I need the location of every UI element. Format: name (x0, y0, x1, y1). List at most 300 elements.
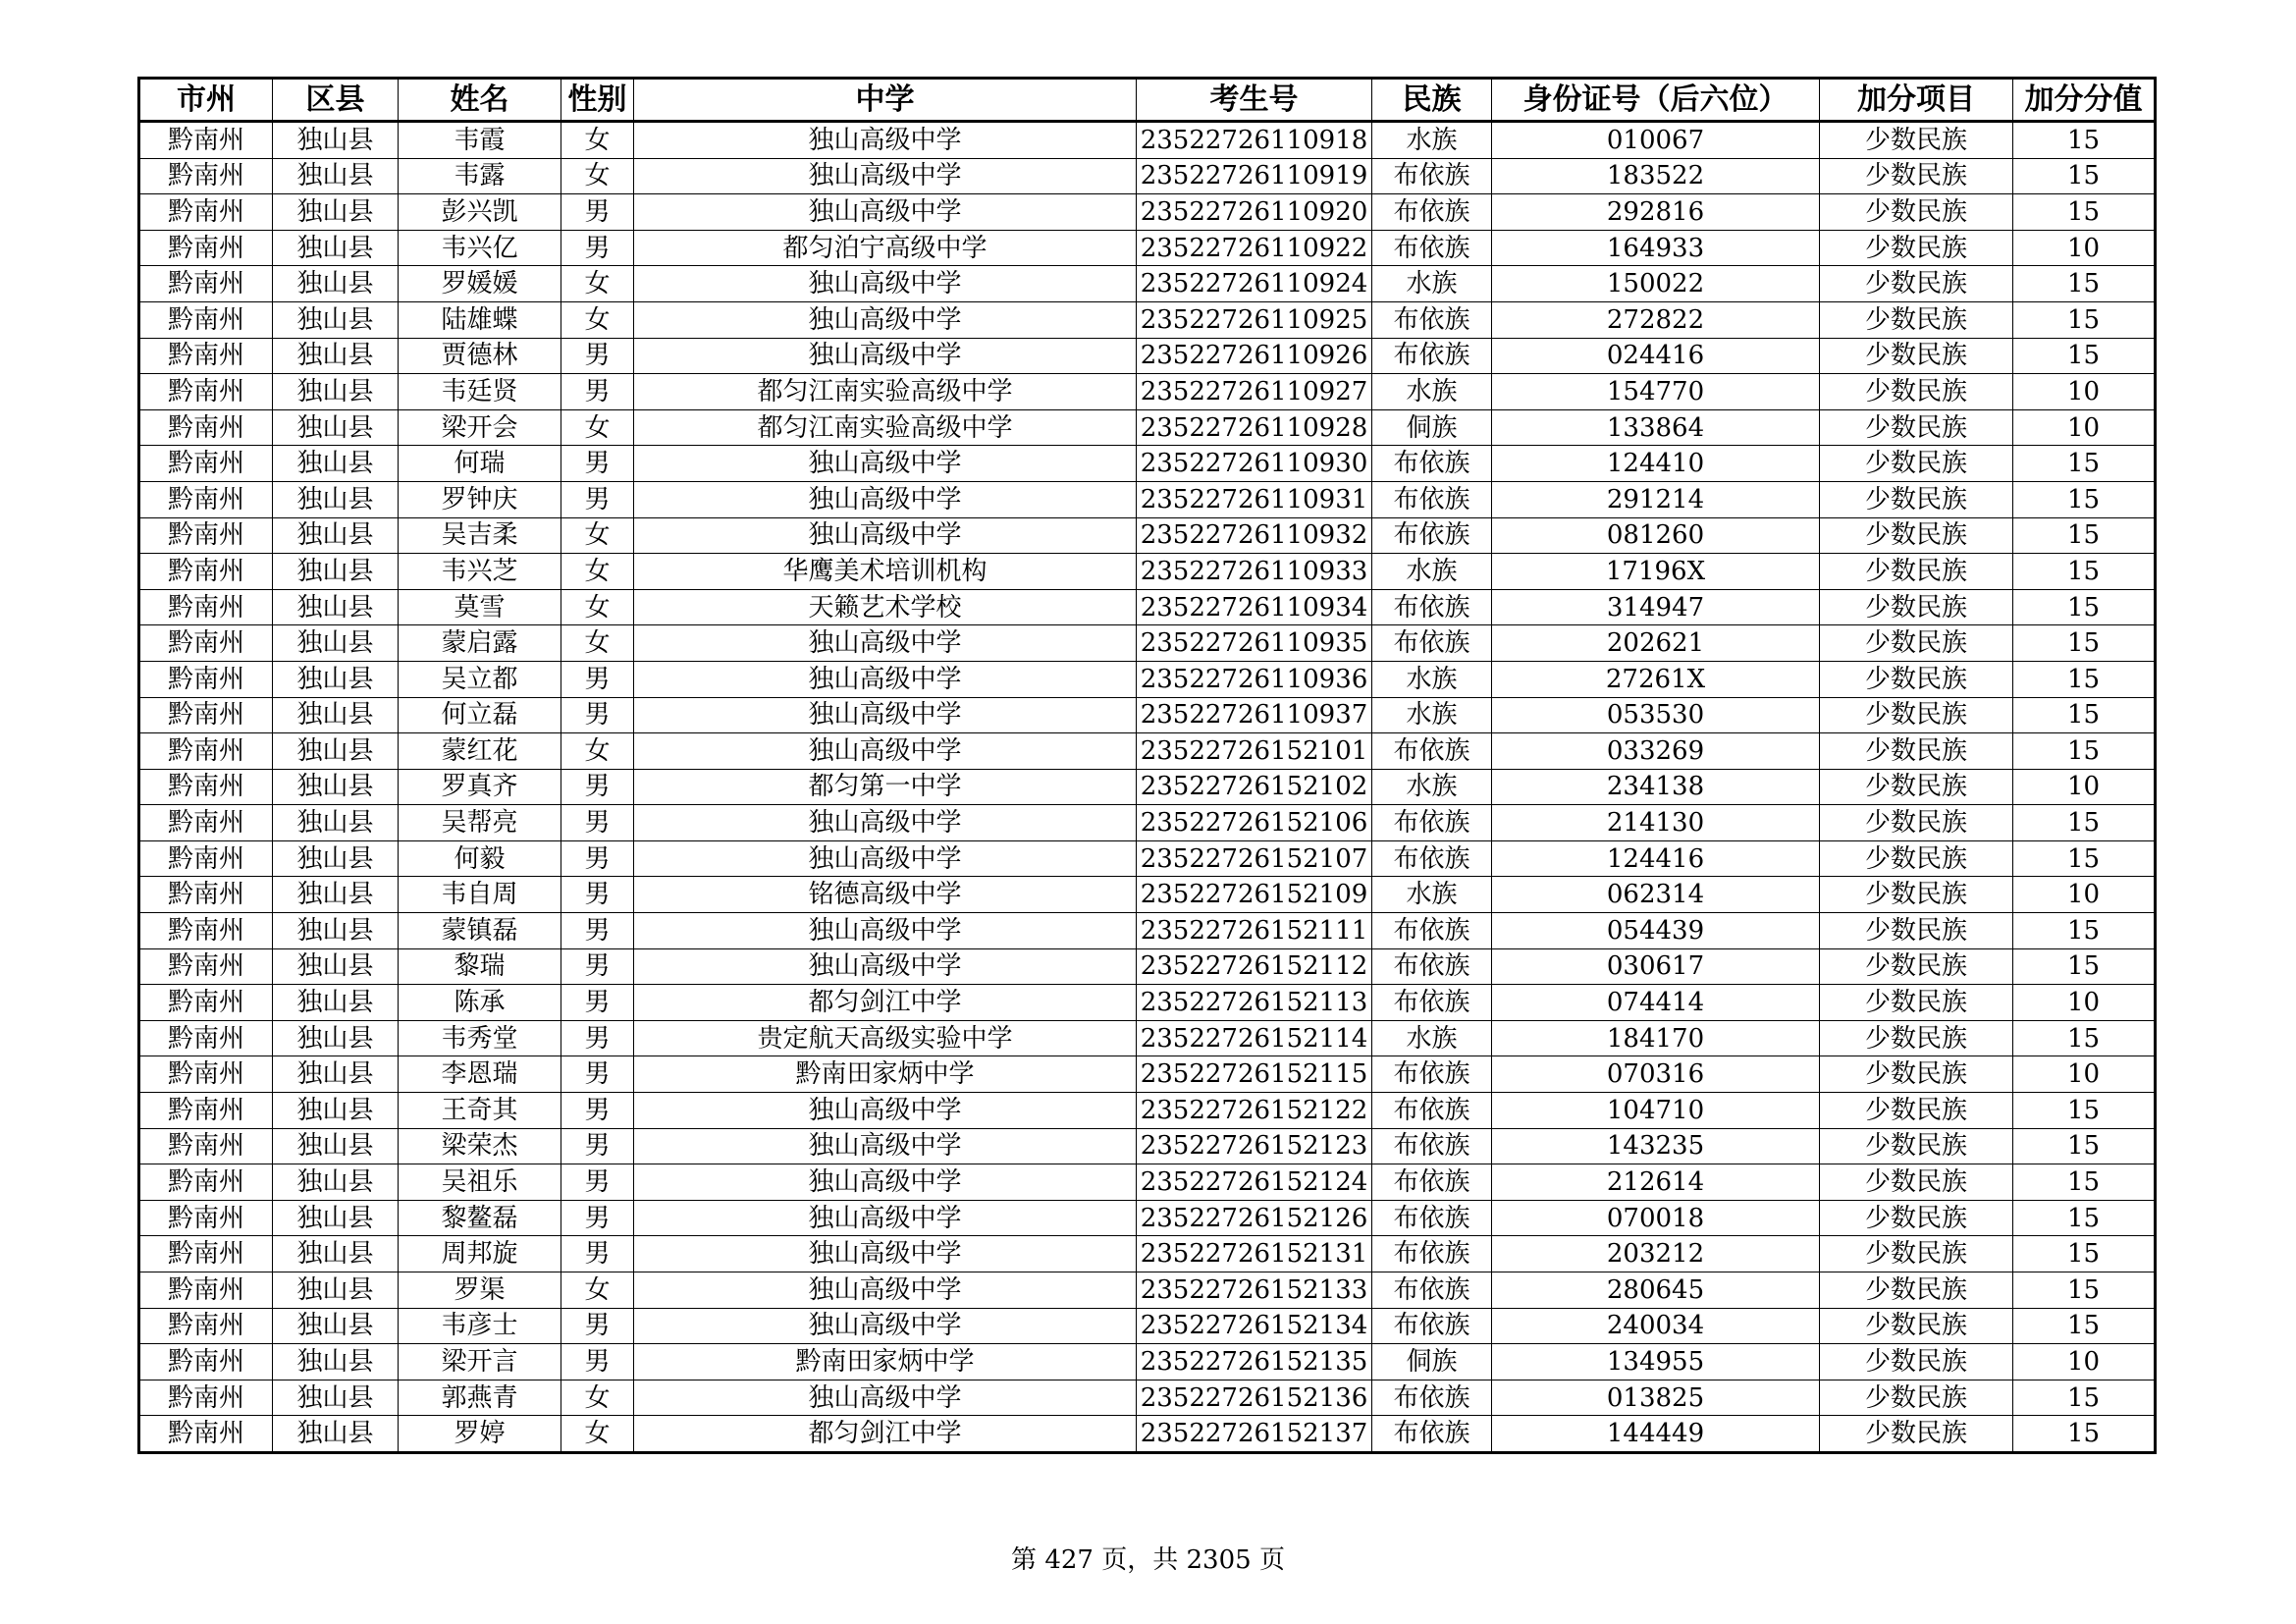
cell-name: 李恩瑞 (399, 1056, 561, 1093)
cell-county: 独山县 (273, 1236, 399, 1272)
cell-gender: 女 (561, 122, 634, 159)
cell-ethnicity: 布依族 (1372, 517, 1492, 554)
cell-bonus-value: 15 (2013, 840, 2156, 877)
cell-id-last-six: 134955 (1492, 1344, 1820, 1380)
cell-gender: 女 (561, 517, 634, 554)
cell-school: 独山高级中学 (634, 517, 1137, 554)
cell-county: 独山县 (273, 1128, 399, 1164)
cell-exam-number: 23522726152123 (1137, 1128, 1372, 1164)
cell-ethnicity: 侗族 (1372, 409, 1492, 446)
cell-city: 黔南州 (139, 805, 273, 841)
cell-bonus-value: 15 (2013, 1380, 2156, 1416)
cell-ethnicity: 布依族 (1372, 1093, 1492, 1129)
cell-bonus-value: 10 (2013, 409, 2156, 446)
cell-id-last-six: 183522 (1492, 158, 1820, 194)
cell-city: 黔南州 (139, 301, 273, 338)
table-row (139, 301, 2156, 338)
cell-bonus-item: 少数民族 (1820, 194, 2013, 231)
cell-ethnicity: 布依族 (1372, 1236, 1492, 1272)
cell-name: 韦兴芝 (399, 554, 561, 590)
cell-county: 独山县 (273, 374, 399, 410)
cell-ethnicity: 水族 (1372, 122, 1492, 159)
cell-bonus-item: 少数民族 (1820, 1020, 2013, 1056)
header-city: 市州 (139, 79, 273, 122)
cell-id-last-six: 214130 (1492, 805, 1820, 841)
cell-school: 都匀江南实验高级中学 (634, 374, 1137, 410)
cell-gender: 男 (561, 1200, 634, 1236)
cell-school: 独山高级中学 (634, 301, 1137, 338)
cell-city: 黔南州 (139, 158, 273, 194)
cell-name: 罗真齐 (399, 769, 561, 805)
cell-name: 彭兴凯 (399, 194, 561, 231)
cell-exam-number: 23522726152107 (1137, 840, 1372, 877)
cell-school: 贵定航天高级实验中学 (634, 1020, 1137, 1056)
cell-id-last-six: 212614 (1492, 1164, 1820, 1201)
cell-city: 黔南州 (139, 230, 273, 266)
cell-city: 黔南州 (139, 481, 273, 517)
cell-city: 黔南州 (139, 625, 273, 662)
cell-school: 都匀泊宁高级中学 (634, 230, 1137, 266)
cell-city: 黔南州 (139, 446, 273, 482)
cell-county: 独山县 (273, 769, 399, 805)
cell-id-last-six: 013825 (1492, 1380, 1820, 1416)
cell-name: 何毅 (399, 840, 561, 877)
cell-ethnicity: 布依族 (1372, 733, 1492, 770)
cell-bonus-item: 少数民族 (1820, 1200, 2013, 1236)
header-name: 姓名 (399, 79, 561, 122)
cell-bonus-item: 少数民族 (1820, 554, 2013, 590)
cell-bonus-item: 少数民族 (1820, 158, 2013, 194)
cell-exam-number: 23522726110932 (1137, 517, 1372, 554)
cell-city: 黔南州 (139, 409, 273, 446)
cell-ethnicity: 布依族 (1372, 230, 1492, 266)
cell-gender: 男 (561, 446, 634, 482)
table-row (139, 409, 2156, 446)
cell-bonus-value: 15 (2013, 1308, 2156, 1344)
cell-gender: 男 (561, 1093, 634, 1129)
cell-bonus-item: 少数民族 (1820, 1416, 2013, 1453)
cell-ethnicity: 布依族 (1372, 805, 1492, 841)
cell-county: 独山县 (273, 1344, 399, 1380)
cell-city: 黔南州 (139, 589, 273, 625)
cell-exam-number: 23522726110920 (1137, 194, 1372, 231)
cell-name: 吴祖乐 (399, 1164, 561, 1201)
cell-bonus-value: 15 (2013, 1093, 2156, 1129)
cell-school: 独山高级中学 (634, 1272, 1137, 1309)
cell-ethnicity: 水族 (1372, 877, 1492, 913)
cell-city: 黔南州 (139, 1416, 273, 1453)
cell-exam-number: 23522726152115 (1137, 1056, 1372, 1093)
cell-bonus-value: 15 (2013, 517, 2156, 554)
cell-name: 罗渠 (399, 1272, 561, 1309)
cell-county: 独山县 (273, 517, 399, 554)
cell-gender: 女 (561, 1380, 634, 1416)
cell-county: 独山县 (273, 1380, 399, 1416)
cell-name: 梁开会 (399, 409, 561, 446)
cell-county: 独山县 (273, 446, 399, 482)
cell-exam-number: 23522726152111 (1137, 913, 1372, 949)
cell-name: 梁荣杰 (399, 1128, 561, 1164)
cell-ethnicity: 水族 (1372, 769, 1492, 805)
cell-id-last-six: 033269 (1492, 733, 1820, 770)
cell-bonus-item: 少数民族 (1820, 840, 2013, 877)
cell-bonus-item: 少数民族 (1820, 1093, 2013, 1129)
cell-name: 韦兴亿 (399, 230, 561, 266)
cell-gender: 男 (561, 661, 634, 697)
cell-county: 独山县 (273, 948, 399, 985)
cell-id-last-six: 272822 (1492, 301, 1820, 338)
cell-name: 梁开言 (399, 1344, 561, 1380)
cell-id-last-six: 184170 (1492, 1020, 1820, 1056)
cell-id-last-six: 070018 (1492, 1200, 1820, 1236)
cell-id-last-six: 024416 (1492, 338, 1820, 374)
cell-gender: 男 (561, 697, 634, 733)
cell-exam-number: 23522726152112 (1137, 948, 1372, 985)
cell-ethnicity: 布依族 (1372, 301, 1492, 338)
cell-gender: 男 (561, 194, 634, 231)
cell-id-last-six: 280645 (1492, 1272, 1820, 1309)
cell-bonus-item: 少数民族 (1820, 1056, 2013, 1093)
cell-school: 独山高级中学 (634, 733, 1137, 770)
table-row (139, 877, 2156, 913)
cell-school: 铭德高级中学 (634, 877, 1137, 913)
cell-exam-number: 23522726110926 (1137, 338, 1372, 374)
cell-id-last-six: 234138 (1492, 769, 1820, 805)
footer-prefix: 第 (1011, 1545, 1038, 1575)
cell-bonus-item: 少数民族 (1820, 948, 2013, 985)
cell-city: 黔南州 (139, 840, 273, 877)
cell-bonus-item: 少数民族 (1820, 625, 2013, 662)
cell-gender: 女 (561, 625, 634, 662)
table-body (139, 122, 2156, 1453)
cell-county: 独山县 (273, 1200, 399, 1236)
cell-bonus-value: 10 (2013, 769, 2156, 805)
cell-bonus-item: 少数民族 (1820, 517, 2013, 554)
cell-id-last-six: 203212 (1492, 1236, 1820, 1272)
cell-county: 独山县 (273, 625, 399, 662)
cell-exam-number: 23522726110931 (1137, 481, 1372, 517)
cell-name: 吴吉柔 (399, 517, 561, 554)
table-row (139, 769, 2156, 805)
cell-name: 王奇其 (399, 1093, 561, 1129)
cell-bonus-item: 少数民族 (1820, 1128, 2013, 1164)
table-row (139, 1093, 2156, 1129)
cell-ethnicity: 布依族 (1372, 985, 1492, 1021)
cell-bonus-value: 15 (2013, 301, 2156, 338)
cell-gender: 女 (561, 589, 634, 625)
cell-school: 独山高级中学 (634, 1093, 1137, 1129)
cell-county: 独山县 (273, 338, 399, 374)
cell-id-last-six: 062314 (1492, 877, 1820, 913)
cell-exam-number: 23522726110937 (1137, 697, 1372, 733)
cell-gender: 男 (561, 913, 634, 949)
cell-id-last-six: 104710 (1492, 1093, 1820, 1129)
cell-exam-number: 23522726152113 (1137, 985, 1372, 1021)
cell-school: 独山高级中学 (634, 266, 1137, 302)
cell-gender: 男 (561, 948, 634, 985)
cell-bonus-value: 15 (2013, 1416, 2156, 1453)
table-row (139, 805, 2156, 841)
cell-school: 黔南田家炳中学 (634, 1056, 1137, 1093)
cell-id-last-six: 053530 (1492, 697, 1820, 733)
table-row (139, 230, 2156, 266)
cell-ethnicity: 布依族 (1372, 948, 1492, 985)
table-row (139, 1308, 2156, 1344)
cell-bonus-item: 少数民族 (1820, 1272, 2013, 1309)
cell-bonus-item: 少数民族 (1820, 913, 2013, 949)
cell-bonus-item: 少数民族 (1820, 661, 2013, 697)
cell-name: 罗钟庆 (399, 481, 561, 517)
cell-county: 独山县 (273, 1416, 399, 1453)
cell-bonus-value: 15 (2013, 805, 2156, 841)
header-school: 中学 (634, 79, 1137, 122)
cell-school: 独山高级中学 (634, 122, 1137, 159)
cell-name: 吴帮亮 (399, 805, 561, 841)
cell-county: 独山县 (273, 1308, 399, 1344)
cell-city: 黔南州 (139, 1308, 273, 1344)
cell-id-last-six: 124416 (1492, 840, 1820, 877)
table-row (139, 194, 2156, 231)
table-row (139, 122, 2156, 159)
table-row (139, 913, 2156, 949)
table-row (139, 158, 2156, 194)
cell-gender: 女 (561, 158, 634, 194)
footer-total-pages: 2305 (1186, 1545, 1252, 1575)
cell-city: 黔南州 (139, 122, 273, 159)
cell-county: 独山县 (273, 122, 399, 159)
table-row (139, 446, 2156, 482)
cell-school: 独山高级中学 (634, 625, 1137, 662)
cell-bonus-item: 少数民族 (1820, 446, 2013, 482)
cell-bonus-value: 15 (2013, 661, 2156, 697)
cell-bonus-item: 少数民族 (1820, 733, 2013, 770)
cell-city: 黔南州 (139, 661, 273, 697)
cell-city: 黔南州 (139, 1272, 273, 1309)
cell-city: 黔南州 (139, 1020, 273, 1056)
cell-school: 独山高级中学 (634, 1128, 1137, 1164)
table-row (139, 517, 2156, 554)
cell-county: 独山县 (273, 985, 399, 1021)
cell-bonus-item: 少数民族 (1820, 1164, 2013, 1201)
cell-bonus-value: 10 (2013, 985, 2156, 1021)
cell-city: 黔南州 (139, 517, 273, 554)
cell-id-last-six: 164933 (1492, 230, 1820, 266)
cell-gender: 男 (561, 1020, 634, 1056)
cell-name: 陈承 (399, 985, 561, 1021)
cell-school: 独山高级中学 (634, 697, 1137, 733)
cell-city: 黔南州 (139, 1380, 273, 1416)
cell-ethnicity: 侗族 (1372, 1344, 1492, 1380)
cell-school: 独山高级中学 (634, 1380, 1137, 1416)
cell-city: 黔南州 (139, 913, 273, 949)
header-bonus-item: 加分项目 (1820, 79, 2013, 122)
table-header-row (139, 79, 2156, 122)
cell-county: 独山县 (273, 481, 399, 517)
cell-id-last-six: 054439 (1492, 913, 1820, 949)
cell-gender: 女 (561, 1416, 634, 1453)
table-row (139, 1416, 2156, 1453)
table-row (139, 625, 2156, 662)
cell-name: 郭燕青 (399, 1380, 561, 1416)
cell-exam-number: 23522726110928 (1137, 409, 1372, 446)
cell-ethnicity: 布依族 (1372, 1056, 1492, 1093)
cell-city: 黔南州 (139, 1344, 273, 1380)
cell-gender: 男 (561, 338, 634, 374)
cell-bonus-item: 少数民族 (1820, 266, 2013, 302)
cell-bonus-value: 15 (2013, 158, 2156, 194)
table-row (139, 1056, 2156, 1093)
cell-gender: 男 (561, 877, 634, 913)
cell-id-last-six: 150022 (1492, 266, 1820, 302)
cell-county: 独山县 (273, 301, 399, 338)
table-row (139, 1200, 2156, 1236)
cell-exam-number: 23522726152106 (1137, 805, 1372, 841)
cell-name: 何瑞 (399, 446, 561, 482)
cell-exam-number: 23522726152131 (1137, 1236, 1372, 1272)
cell-name: 韦霞 (399, 122, 561, 159)
cell-school: 独山高级中学 (634, 805, 1137, 841)
cell-city: 黔南州 (139, 1236, 273, 1272)
cell-bonus-value: 15 (2013, 625, 2156, 662)
cell-bonus-value: 15 (2013, 913, 2156, 949)
cell-gender: 男 (561, 1056, 634, 1093)
cell-name: 黎鳌磊 (399, 1200, 561, 1236)
cell-bonus-item: 少数民族 (1820, 409, 2013, 446)
cell-bonus-value: 15 (2013, 338, 2156, 374)
table-row (139, 840, 2156, 877)
cell-name: 黎瑞 (399, 948, 561, 985)
cell-bonus-value: 15 (2013, 554, 2156, 590)
cell-bonus-item: 少数民族 (1820, 230, 2013, 266)
cell-gender: 男 (561, 1128, 634, 1164)
cell-id-last-six: 030617 (1492, 948, 1820, 985)
cell-city: 黔南州 (139, 554, 273, 590)
cell-bonus-item: 少数民族 (1820, 589, 2013, 625)
cell-id-last-six: 081260 (1492, 517, 1820, 554)
table-row (139, 1020, 2156, 1056)
cell-bonus-value: 15 (2013, 446, 2156, 482)
cell-bonus-item: 少数民族 (1820, 769, 2013, 805)
cell-bonus-value: 15 (2013, 733, 2156, 770)
cell-gender: 男 (561, 1308, 634, 1344)
cell-school: 独山高级中学 (634, 1308, 1137, 1344)
cell-city: 黔南州 (139, 1056, 273, 1093)
table-row (139, 1272, 2156, 1309)
cell-id-last-six: 27261X (1492, 661, 1820, 697)
cell-bonus-value: 10 (2013, 374, 2156, 410)
table-row (139, 733, 2156, 770)
cell-exam-number: 23522726152133 (1137, 1272, 1372, 1309)
cell-county: 独山县 (273, 158, 399, 194)
header-bonus-value: 加分分值 (2013, 79, 2156, 122)
cell-bonus-value: 15 (2013, 1164, 2156, 1201)
table-row (139, 1128, 2156, 1164)
header-county: 区县 (273, 79, 399, 122)
cell-gender: 男 (561, 1236, 634, 1272)
cell-name: 韦廷贤 (399, 374, 561, 410)
cell-id-last-six: 154770 (1492, 374, 1820, 410)
cell-county: 独山县 (273, 589, 399, 625)
cell-gender: 女 (561, 554, 634, 590)
cell-name: 贾德林 (399, 338, 561, 374)
cell-name: 罗婷 (399, 1416, 561, 1453)
cell-county: 独山县 (273, 661, 399, 697)
cell-name: 蒙启露 (399, 625, 561, 662)
footer-suffix: 页 (1258, 1545, 1285, 1575)
cell-city: 黔南州 (139, 374, 273, 410)
cell-bonus-item: 少数民族 (1820, 122, 2013, 159)
cell-bonus-value: 15 (2013, 1020, 2156, 1056)
cell-gender: 男 (561, 374, 634, 410)
cell-ethnicity: 布依族 (1372, 913, 1492, 949)
cell-school: 黔南田家炳中学 (634, 1344, 1137, 1380)
cell-gender: 女 (561, 733, 634, 770)
cell-school: 都匀第一中学 (634, 769, 1137, 805)
cell-bonus-value: 15 (2013, 1272, 2156, 1309)
cell-ethnicity: 水族 (1372, 1020, 1492, 1056)
cell-id-last-six: 070316 (1492, 1056, 1820, 1093)
cell-exam-number: 23522726152109 (1137, 877, 1372, 913)
cell-county: 独山县 (273, 697, 399, 733)
cell-exam-number: 23522726152126 (1137, 1200, 1372, 1236)
cell-name: 韦自周 (399, 877, 561, 913)
cell-ethnicity: 布依族 (1372, 1128, 1492, 1164)
cell-county: 独山县 (273, 1164, 399, 1201)
cell-bonus-item: 少数民族 (1820, 301, 2013, 338)
table-row (139, 266, 2156, 302)
cell-name: 陆雄蝶 (399, 301, 561, 338)
cell-city: 黔南州 (139, 877, 273, 913)
cell-bonus-item: 少数民族 (1820, 481, 2013, 517)
cell-city: 黔南州 (139, 1093, 273, 1129)
cell-bonus-item: 少数民族 (1820, 374, 2013, 410)
cell-county: 独山县 (273, 554, 399, 590)
cell-gender: 女 (561, 409, 634, 446)
table-row (139, 589, 2156, 625)
cell-city: 黔南州 (139, 338, 273, 374)
cell-ethnicity: 水族 (1372, 661, 1492, 697)
cell-school: 都匀江南实验高级中学 (634, 409, 1137, 446)
cell-gender: 男 (561, 985, 634, 1021)
cell-gender: 男 (561, 481, 634, 517)
cell-name: 韦彦士 (399, 1308, 561, 1344)
page-footer (0, 1540, 2296, 1576)
cell-exam-number: 23522726152122 (1137, 1093, 1372, 1129)
cell-exam-number: 23522726110924 (1137, 266, 1372, 302)
cell-county: 独山县 (273, 877, 399, 913)
cell-bonus-value: 15 (2013, 1236, 2156, 1272)
table-row (139, 481, 2156, 517)
cell-exam-number: 23522726152135 (1137, 1344, 1372, 1380)
cell-school: 独山高级中学 (634, 1164, 1137, 1201)
cell-ethnicity: 布依族 (1372, 1308, 1492, 1344)
cell-exam-number: 23522726110925 (1137, 301, 1372, 338)
cell-bonus-value: 15 (2013, 697, 2156, 733)
cell-ethnicity: 布依族 (1372, 481, 1492, 517)
cell-county: 独山县 (273, 409, 399, 446)
cell-city: 黔南州 (139, 1128, 273, 1164)
table-row (139, 985, 2156, 1021)
cell-bonus-value: 10 (2013, 1344, 2156, 1380)
table-row (139, 1164, 2156, 1201)
footer-current-page: 427 (1044, 1545, 1094, 1575)
cell-exam-number: 23522726110934 (1137, 589, 1372, 625)
cell-city: 黔南州 (139, 985, 273, 1021)
cell-city: 黔南州 (139, 733, 273, 770)
cell-county: 独山县 (273, 1020, 399, 1056)
cell-school: 天籁艺术学校 (634, 589, 1137, 625)
cell-county: 独山县 (273, 805, 399, 841)
